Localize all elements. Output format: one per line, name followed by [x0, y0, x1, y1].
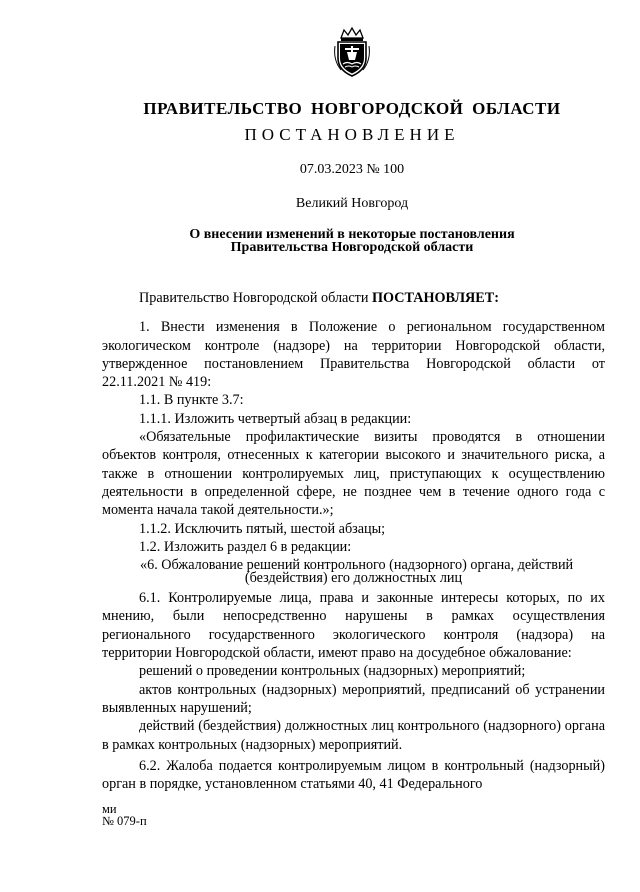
- paragraph-1-1: 1.1. В пункте 3.7:: [139, 392, 244, 409]
- subject-line-2: Правительства Новгородской области: [230, 240, 474, 255]
- footer-initials: ми: [102, 802, 117, 816]
- intro-text: Правительство Новгородской области: [139, 290, 372, 306]
- document-city: Великий Новгород: [295, 196, 409, 211]
- footer-number: № 079-п: [102, 814, 147, 828]
- document-footer: [102, 803, 147, 827]
- government-title: ПРАВИТЕЛЬСТВО НОВГОРОДСКОЙ ОБЛАСТИ: [143, 99, 561, 118]
- subject-line-1: О внесении изменений в некоторые постановления: [189, 227, 515, 242]
- document-body: [102, 289, 605, 793]
- paragraph-6-1: 6.1. Контролируемые лица, права и законные интересы которых, по их мнению, были непосредственно нарушены в рамках осуществления регионального государственного экологического контроля (надзора) на территории Новгородской области, имеют право на досудебное обжалование:: [102, 590, 605, 662]
- document-type: ПОСТАНОВЛЕНИЕ: [244, 125, 460, 144]
- section-6-heading: [102, 559, 605, 585]
- paragraph-1: 1. Внести изменения в Положение о региональном государственном экологическом контроле (надзоре) на территории Новгородской области, утвержденное постановлением Правительства Новгородской области от 22.11.2021 № 419:: [102, 319, 605, 391]
- list-item-actions: действий (бездействия) должностных лиц контрольного (надзорного) органа в рамках контрольных (надзорных) мероприятий.: [102, 718, 605, 753]
- coat-of-arms-emblem: [331, 26, 373, 78]
- resolution-intro: [102, 289, 605, 307]
- document-date-number: 07.03.2023 № 100: [299, 162, 405, 177]
- section-6-heading-line-2: (бездействия) его должностных лиц: [244, 570, 463, 587]
- paragraph-1-1-2: 1.1.2. Исключить пятый, шестой абзацы;: [139, 520, 386, 537]
- paragraph-6-2: 6.2. Жалоба подается контролируемым лицом в контрольный (надзорный) орган в порядке, установленном статьями 40, 41 Федерального: [102, 757, 605, 793]
- quote-paragraph: «Обязательные профилактические визиты проводятся в отношении объектов контроля, отнесенных к категории высокого и значительного риска, а также в отношении контролируемых лиц, приступающих к осуществлению деятельности в определенной сфере, не позднее чем в течение одного года с момента начала такой деятельности.»;: [102, 429, 605, 519]
- section-6-heading-line-1: «6. Обжалование решений контрольного (надзорного) органа, действий: [140, 557, 574, 574]
- list-item-acts: актов контрольных (надзорных) мероприятий, предписаний об устранении выявленных нарушений;: [102, 681, 605, 716]
- list-item-decisions: решений о проведении контрольных (надзорных) мероприятий;: [139, 663, 526, 680]
- paragraph-1-1-1: 1.1.1. Изложить четвертый абзац в редакции:: [139, 410, 412, 427]
- intro-resolves: ПОСТАНОВЛЯЕТ:: [371, 290, 499, 306]
- paragraph-1-2: 1.2. Изложить раздел 6 в редакции:: [139, 538, 352, 555]
- document-subject: [0, 228, 640, 254]
